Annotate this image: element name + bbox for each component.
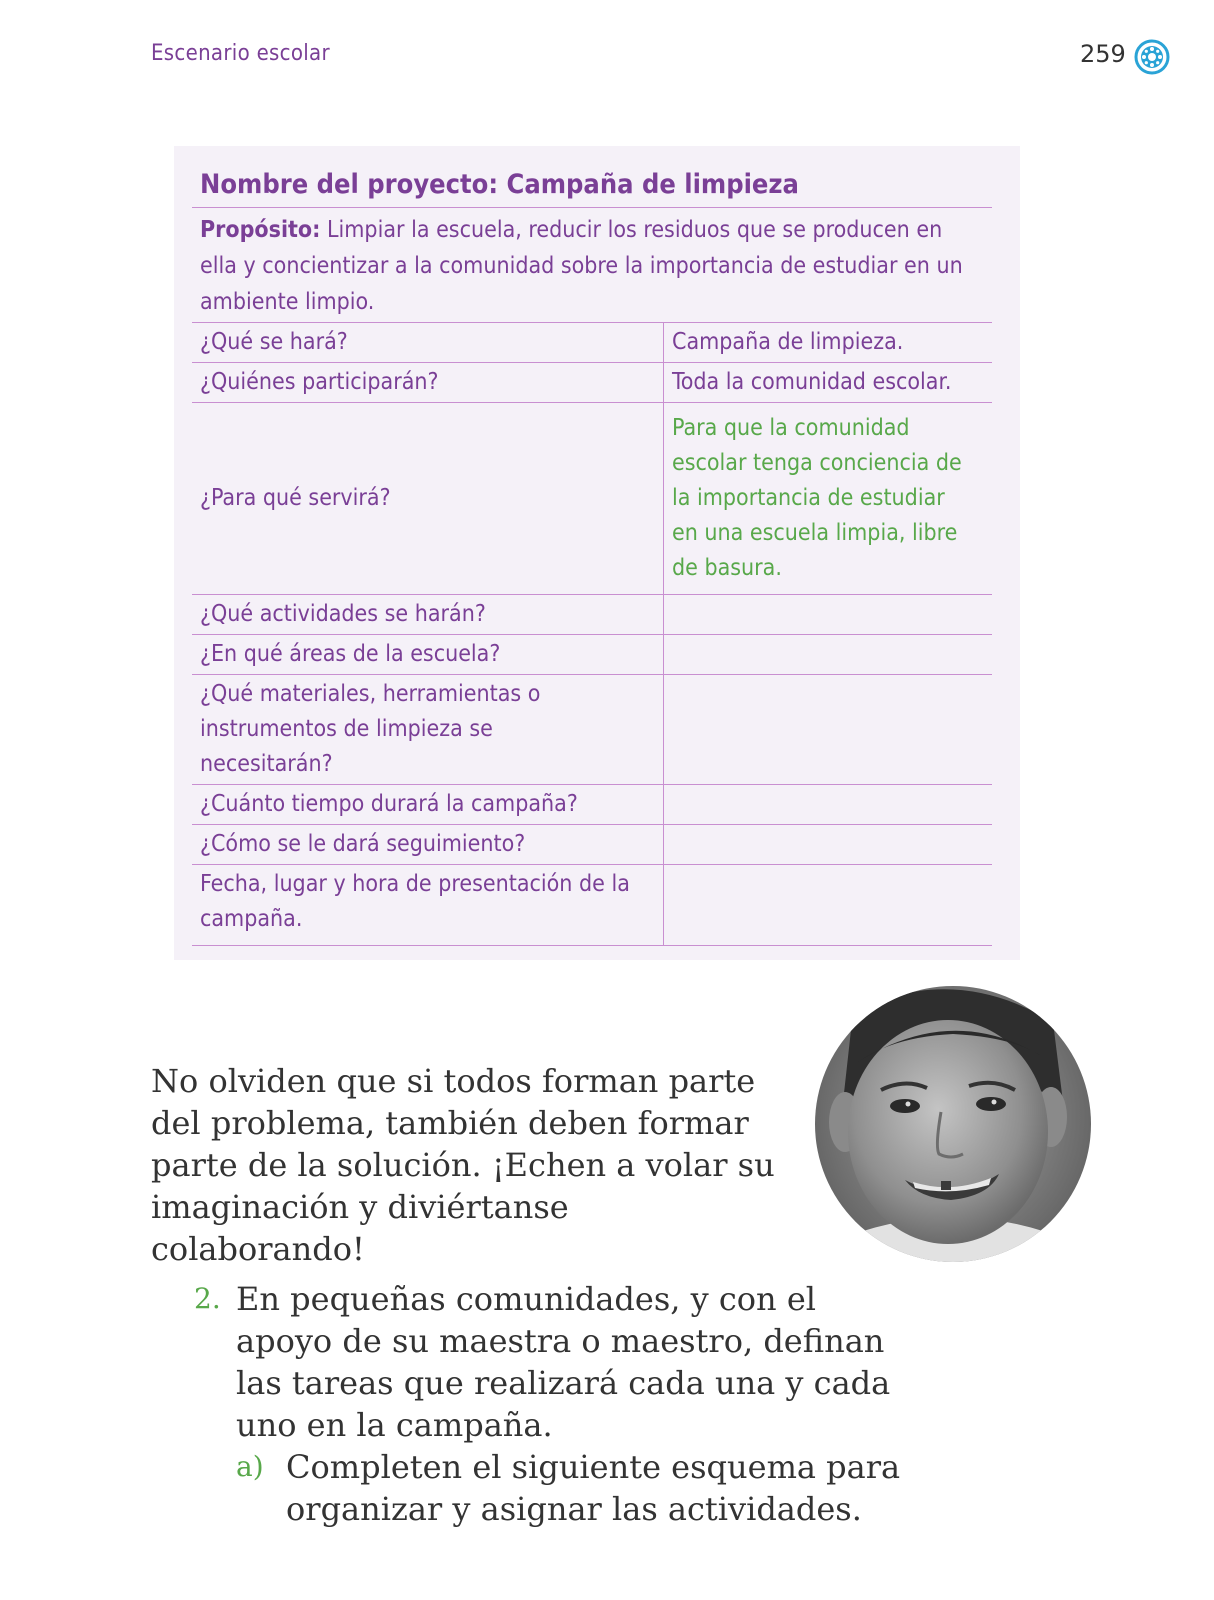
answer-blank[interactable] (664, 595, 993, 635)
row-answer: Toda la comunidad escolar. (664, 363, 993, 403)
substep-letter: a) (236, 1450, 264, 1483)
row-question: ¿Cuánto tiempo durará la campaña? (192, 785, 664, 825)
step-2 (194, 1278, 914, 1446)
project-purpose (192, 208, 992, 323)
row-question: ¿Qué actividades se harán? (192, 595, 664, 635)
row-answer-example: Para que la comunidad escolar tenga conciencia de la importancia de estudiar en una escuela limpia, libre de basura. (664, 403, 993, 595)
row-question: ¿Para qué servirá? (192, 403, 664, 595)
table-row (192, 323, 992, 363)
row-question: ¿Cómo se le dará seguimiento? (192, 825, 664, 865)
purpose-text: Limpiar la escuela, reducir los residuos que se producen en ella y concientizar a la comunidad sobre la importancia de estudiar en un ambiente limpio. (200, 217, 963, 315)
row-question: Fecha, lugar y hora de presentación de la campaña. (192, 865, 664, 946)
table-row (192, 595, 992, 635)
purpose-label: Propósito: (200, 217, 321, 243)
table-row (192, 403, 992, 595)
row-answer: Campaña de limpieza. (664, 323, 993, 363)
project-table (192, 323, 992, 946)
table-row (192, 865, 992, 946)
row-question: ¿En qué áreas de la escuela? (192, 635, 664, 675)
page-number: 259 (1080, 40, 1126, 68)
answer-blank[interactable] (664, 825, 993, 865)
row-question: ¿Quiénes participarán? (192, 363, 664, 403)
row-question: ¿Qué materiales, herramientas o instrumentos de limpieza se necesitarán? (192, 675, 664, 785)
answer-blank[interactable] (664, 865, 993, 946)
reminder-paragraph: No olviden que si todos forman parte del problema, también deben formar parte de la solución. ¡Echen a volar su imaginación y diviértanse colaborando! (151, 1062, 775, 1268)
answer-blank[interactable] (664, 675, 993, 785)
project-title: Nombre del proyecto: Campaña de limpieza (192, 164, 992, 208)
row-question: ¿Qué se hará? (192, 323, 664, 363)
answer-blank[interactable] (664, 785, 993, 825)
substep-a (236, 1446, 914, 1530)
child-portrait (813, 982, 1093, 1282)
project-panel (174, 146, 1020, 960)
substep-text: Completen el siguiente esquema para organizar y asignar las actividades. (286, 1448, 901, 1528)
instructions (194, 1278, 914, 1530)
flower-emblem-icon (1134, 39, 1170, 75)
table-row (192, 635, 992, 675)
table-row (192, 363, 992, 403)
table-row (192, 825, 992, 865)
answer-blank[interactable] (664, 635, 993, 675)
table-row (192, 675, 992, 785)
table-row (192, 785, 992, 825)
step-number: 2. (194, 1282, 221, 1315)
section-title: Escenario escolar (151, 41, 330, 66)
step-text: En pequeñas comunidades, y con el apoyo de su maestra o maestro, definan las tareas que realizará cada una y cada uno en la campaña. (236, 1280, 891, 1444)
